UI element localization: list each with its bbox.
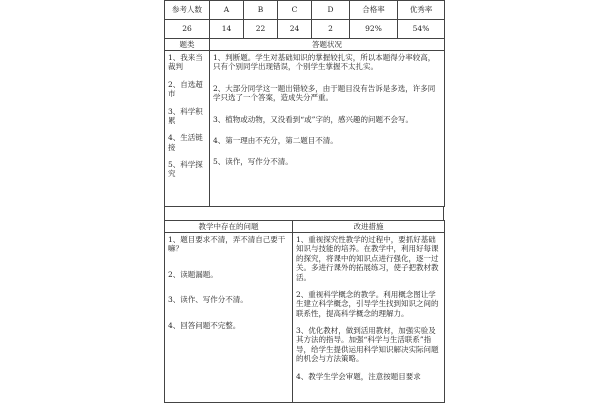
stats-header-pass-rate: 合格率: [350, 1, 398, 20]
measure-item: 4、教学生学会审题，注意按题目要求: [296, 371, 421, 381]
improvement-table: [164, 220, 445, 403]
category-item: 2、自选超市: [168, 79, 203, 99]
stats-value-a: 14: [210, 20, 244, 39]
stats-header-b: B: [244, 1, 278, 20]
problem-list: [165, 233, 293, 403]
blank-gap-row: [164, 206, 444, 221]
problem-item: 2、读题漏题。: [168, 269, 218, 279]
stats-value-count: 26: [165, 20, 210, 39]
category-item: 5、科学探究: [168, 160, 203, 179]
answer-analysis-table: [164, 38, 445, 207]
stats-header-excellent-rate: 优秀率: [398, 1, 445, 20]
stats-header-count: 参考人数: [165, 1, 210, 20]
analysis-header-row: [165, 39, 445, 51]
measure-item: 2、重视科学概念的教学。利用概念图让学生建立科学概念，引导学生找到知识之间的联系性，提高科学概念的理解力。: [296, 289, 439, 318]
answer-item: 4、第一理由不充分，第二题目不清。: [213, 135, 338, 145]
problem-item: 1、题目要求不清，弄不清自己要干嘛？: [168, 235, 286, 254]
category-list: [165, 51, 210, 207]
measure-item: 3、优化教材，做到活用教材，加强实验及其方法的指导。加强“科学与生活联系”指导，给学生提供运用科学知识解决实际问题的机会与方法策略。: [296, 326, 439, 364]
improve-header-problems: 教学中存在的问题: [165, 221, 293, 233]
analysis-header-category: 题类: [165, 39, 210, 51]
problem-item: 3、读作、写作分不清。: [168, 295, 248, 305]
answer-item: 5、读作，写作分不清。: [213, 157, 293, 167]
stats-value-d: 2: [312, 20, 350, 39]
measure-list: [293, 233, 445, 403]
stats-value-b: 22: [244, 20, 278, 39]
analysis-header-answers: 答题状况: [210, 39, 445, 51]
stats-value-row: [165, 20, 445, 39]
stats-value-pass-rate: 92%: [350, 20, 398, 39]
answer-item: 2、大部分同学这一题出错较多，由于题目没有告诉是多选，许多同学只选了一个答案，造成失分严重。: [213, 83, 436, 103]
measure-item: 1、重视探究性教学的过程中，要抓好基础知识与技能的培养。在教学中，利用好每课的探究，将课中的知识点进行强化，逐一过关。多进行课外的拓展练习，使子把教材教活。: [296, 235, 439, 282]
stats-header-c: C: [278, 1, 312, 20]
stats-header-row: [165, 1, 445, 20]
stats-value-excellent-rate: 54%: [398, 20, 445, 39]
category-item: 1、我来当裁判: [168, 53, 203, 72]
improve-header-measures: 改进措施: [293, 221, 445, 233]
stats-header-d: D: [312, 1, 350, 20]
problem-item: 4、回答问题不完整。: [168, 320, 241, 330]
answer-item: 1、判断题。学生对基础知识的掌握较扎实，所以本题得分率较高，只有个别同学出现错误，个别学生掌握不太扎实。: [213, 53, 436, 72]
category-item: 4、生活链接: [168, 133, 203, 152]
improve-header-row: [165, 221, 445, 233]
answer-list: [210, 51, 445, 207]
analysis-body-row: [165, 51, 445, 207]
answer-item: 3、植物或动物，又没看到“或”字的，感兴趣的问题不会写。: [213, 114, 413, 124]
stats-value-c: 24: [278, 20, 312, 39]
improve-body-row: [165, 233, 445, 403]
category-item: 3、科学积累: [168, 106, 203, 125]
stats-header-a: A: [210, 1, 244, 20]
document-page: [164, 0, 444, 400]
stats-table: [164, 0, 445, 39]
